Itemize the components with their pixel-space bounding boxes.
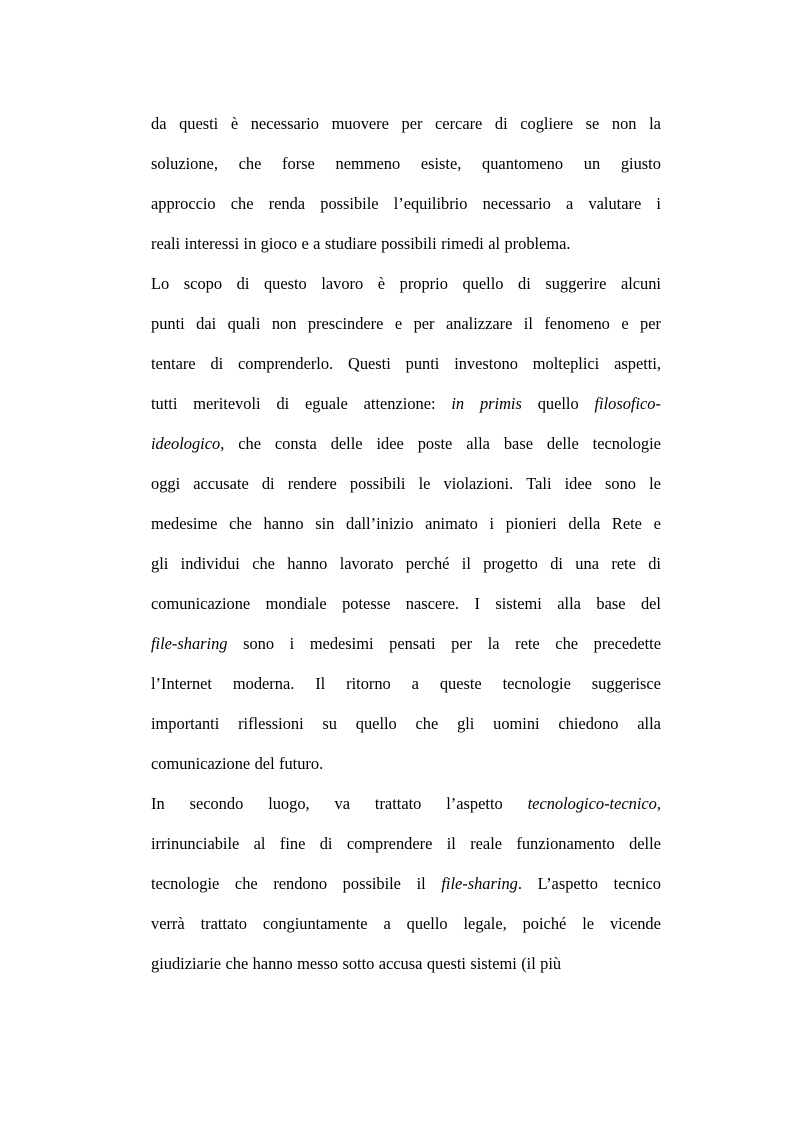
word: renda [268, 194, 306, 213]
word: di [494, 114, 508, 133]
word: di [261, 474, 275, 493]
word: analizzare [445, 314, 513, 333]
word: possibili [381, 234, 437, 253]
word: possibili [349, 474, 406, 493]
italic-segment: ideologico [151, 434, 221, 453]
word: questi [426, 954, 466, 973]
word: rendono [273, 874, 328, 893]
word: perché [405, 554, 450, 573]
text-line [151, 789, 661, 829]
word: di [550, 554, 563, 573]
word: tecnologie [502, 674, 571, 693]
word: la [487, 634, 500, 653]
word: per [451, 634, 473, 653]
word: investono [454, 354, 518, 373]
word: sistemi [495, 594, 542, 613]
word: è [230, 114, 239, 133]
word: fenomeno [544, 314, 610, 333]
word: Il [315, 674, 326, 693]
word: hanno [252, 954, 293, 973]
word: progetto [483, 554, 538, 573]
word: mondiale [265, 594, 327, 613]
word: trattato [374, 794, 422, 813]
word: un [583, 154, 601, 173]
text-line [151, 829, 661, 869]
word: possibile [342, 874, 401, 893]
word: problema. [504, 234, 571, 253]
text-segment: , [656, 794, 661, 813]
word: il [446, 834, 456, 853]
word: il [523, 314, 533, 333]
word: a [411, 674, 419, 693]
word: approccio [151, 194, 216, 213]
word: che [555, 634, 579, 653]
word: funzionamento [516, 834, 615, 853]
word: rete [611, 554, 636, 573]
word: nascere. [405, 594, 460, 613]
word: che [230, 194, 254, 213]
text-line [151, 669, 661, 709]
word: fine [279, 834, 306, 853]
word: di [276, 394, 290, 413]
word: nemmeno [335, 154, 401, 173]
word: messo [297, 954, 339, 973]
italic-word: file-sharing [151, 634, 228, 653]
word: Lo [151, 274, 170, 293]
word: che [238, 154, 262, 173]
word: dai [196, 314, 217, 333]
word: (il [521, 954, 536, 973]
word: da [151, 114, 167, 133]
word: pensati [389, 634, 436, 653]
word: verrà [151, 914, 185, 933]
word: per [413, 314, 435, 333]
word: quello [355, 714, 397, 733]
word: uomini [493, 714, 540, 733]
word: a [566, 194, 574, 213]
text-segment: , [220, 434, 225, 453]
text-segment: . [517, 874, 522, 893]
word: accusa [378, 954, 423, 973]
word: le [649, 474, 661, 493]
word: valutare [588, 194, 642, 213]
word: del [254, 754, 275, 773]
word: tecnologie [151, 874, 220, 893]
word: di [518, 274, 531, 293]
word: delle [629, 834, 661, 853]
word: di [236, 274, 250, 293]
word: tecnologie [592, 434, 661, 453]
word: va [334, 794, 351, 813]
word: se [585, 114, 600, 133]
word: che [225, 954, 249, 973]
word: della [568, 514, 601, 533]
word: accusate [193, 474, 249, 493]
word: e [653, 514, 661, 533]
word: tecnico [613, 874, 661, 893]
word: base [503, 434, 533, 453]
word: una [575, 554, 599, 573]
word: l’Internet [151, 674, 212, 693]
word: i [289, 634, 295, 653]
word: pionieri [505, 514, 557, 533]
text-line [151, 909, 661, 949]
word: individui [180, 554, 240, 573]
word: base [596, 594, 626, 613]
word: di [210, 354, 224, 373]
word: dall’inizio [346, 514, 414, 533]
word: prescindere [307, 314, 384, 333]
word: quali [227, 314, 261, 333]
word: al [488, 234, 501, 253]
word: alla [557, 594, 581, 613]
word: delle [330, 434, 363, 453]
word: proprio [399, 274, 448, 293]
word: L’aspetto [537, 874, 598, 893]
word: del [640, 594, 661, 613]
word: vicende [609, 914, 661, 933]
word: riflessioni [238, 714, 304, 733]
word: i [656, 194, 661, 213]
italic-word: primis [479, 394, 522, 413]
word: delle [546, 434, 579, 453]
word: potesse [342, 594, 391, 613]
word: il [416, 874, 426, 893]
word: hanno [263, 514, 304, 533]
word: hanno [287, 554, 328, 573]
text-line [151, 709, 661, 749]
word: trattato [200, 914, 247, 933]
word: i [489, 514, 495, 533]
word: rimedi [441, 234, 484, 253]
word: al [253, 834, 266, 853]
word: alla [637, 714, 661, 733]
word: comprendere [346, 834, 433, 853]
word: suggerire [545, 274, 607, 293]
word: in [243, 234, 257, 253]
word: aspetti, [614, 354, 661, 373]
word: a [383, 914, 391, 933]
word: precedette [593, 634, 661, 653]
word: tutti [151, 394, 178, 413]
paragraph [151, 789, 661, 989]
word: futuro. [279, 754, 324, 773]
word: secondo [189, 794, 244, 813]
text-line [151, 949, 661, 989]
text-line [151, 149, 661, 189]
word: importanti [151, 714, 220, 733]
word: quello [537, 394, 579, 413]
word: In [151, 794, 165, 813]
word: questi [179, 114, 219, 133]
word: animato [425, 514, 478, 533]
word: sin [315, 514, 335, 533]
word: per [401, 114, 423, 133]
word: gli [151, 554, 169, 573]
word: gli [457, 714, 475, 733]
word [528, 789, 661, 829]
word: le [582, 914, 595, 933]
word: queste [439, 674, 482, 693]
word: sono [243, 634, 275, 653]
word: comunicazione [151, 594, 251, 613]
word: legale, [463, 914, 507, 933]
word: necessario [482, 194, 551, 213]
word: eguale [305, 394, 348, 413]
word: quantomeno [482, 154, 564, 173]
text-line [151, 549, 661, 589]
text-line [151, 269, 661, 309]
text-line [151, 509, 661, 549]
paragraph [151, 269, 661, 789]
word: poste [417, 434, 453, 453]
word [441, 869, 522, 909]
word: moderna. [232, 674, 295, 693]
word: molteplici [532, 354, 600, 373]
word: che [238, 434, 261, 453]
word: e [621, 314, 629, 333]
text-line [151, 389, 661, 429]
word: medesime [151, 514, 218, 533]
word: e [301, 234, 309, 253]
text-line [151, 309, 661, 349]
word: irrinunciabile [151, 834, 240, 853]
word: studiare [324, 234, 377, 253]
word: sono [605, 474, 636, 493]
word: non [611, 114, 637, 133]
word: idee [564, 474, 592, 493]
word: sotto [342, 954, 375, 973]
word: a [313, 234, 321, 253]
word: congiuntamente [262, 914, 368, 933]
text-line [151, 429, 661, 469]
word: alla [466, 434, 490, 453]
word: esiste, [420, 154, 462, 173]
word: rete [515, 634, 540, 653]
body-text [151, 109, 661, 989]
word: è [377, 274, 386, 293]
word: rendere [287, 474, 337, 493]
word: alcuni [620, 274, 661, 293]
word: cercare [435, 114, 483, 133]
word: la [649, 114, 661, 133]
word: e [394, 314, 403, 333]
word: attenzione: [363, 394, 436, 413]
word: quello [406, 914, 448, 933]
word: che [234, 874, 258, 893]
text-line [151, 229, 661, 269]
word: lavorato [339, 554, 394, 573]
word: di [319, 834, 333, 853]
text-line [151, 109, 661, 149]
text-line [151, 869, 661, 909]
word: oggi [151, 474, 181, 493]
word: soluzione, [151, 154, 218, 173]
word: che [415, 714, 439, 733]
word: reale [470, 834, 503, 853]
word: che [229, 514, 252, 533]
word: il [461, 554, 471, 573]
word: questo [263, 274, 307, 293]
paragraph [151, 109, 661, 269]
word: I [474, 594, 480, 613]
italic-segment: tecnologico-tecnico [527, 794, 657, 813]
word: muovere [331, 114, 389, 133]
word: Tali [526, 474, 552, 493]
word: consta [274, 434, 317, 453]
word: poiché [522, 914, 567, 933]
word: lavoro [321, 274, 364, 293]
text-line [151, 349, 661, 389]
word: Rete [611, 514, 642, 533]
word: punti [405, 354, 440, 373]
word: più [540, 954, 562, 973]
italic-word: in [451, 394, 465, 413]
word: giudiziarie [151, 954, 222, 973]
word: possibile [320, 194, 379, 213]
word: interessi [184, 234, 240, 253]
word: scopo [183, 274, 223, 293]
word: le [418, 474, 431, 493]
word: l’equilibrio [393, 194, 468, 213]
word: meritevoli [193, 394, 261, 413]
text-line [151, 189, 661, 229]
word: comunicazione [151, 754, 251, 773]
text-line [151, 629, 661, 669]
word: tentare [151, 354, 196, 373]
word: sistemi [470, 954, 517, 973]
text-line [151, 589, 661, 629]
word [151, 429, 224, 469]
word: gioco [260, 234, 298, 253]
word: idee [376, 434, 404, 453]
italic-word: filosofico- [594, 394, 661, 413]
word: giusto [620, 154, 661, 173]
word: chiedono [558, 714, 619, 733]
word: punti [151, 314, 185, 333]
word: quello [462, 274, 504, 293]
word: comprenderlo. [238, 354, 334, 373]
text-line [151, 749, 661, 789]
word: Questi [348, 354, 391, 373]
word: di [648, 554, 661, 573]
word: non [271, 314, 297, 333]
word: suggerisce [591, 674, 661, 693]
word: luogo, [268, 794, 310, 813]
text-line [151, 469, 661, 509]
word: violazioni. [443, 474, 514, 493]
word: forse [282, 154, 315, 173]
word: medesimi [309, 634, 374, 653]
word: che [252, 554, 275, 573]
word: necessario [250, 114, 319, 133]
word: l’aspetto [446, 794, 503, 813]
word: ritorno [346, 674, 391, 693]
italic-segment: file-sharing [441, 874, 518, 893]
word: cogliere [520, 114, 574, 133]
word: su [322, 714, 337, 733]
word: per [640, 314, 661, 333]
word: reali [151, 234, 181, 253]
